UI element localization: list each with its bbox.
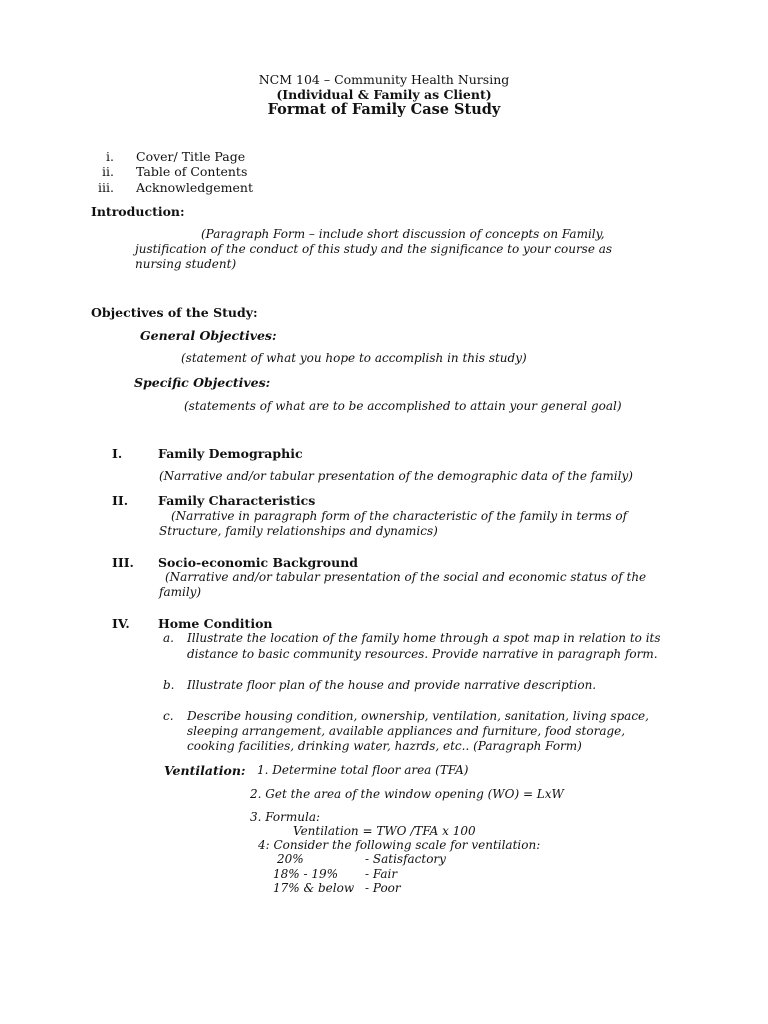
scale-range: 17% & below xyxy=(273,881,355,895)
general-objectives-heading: General Objectives: xyxy=(140,328,277,343)
specific-objectives-heading: Specific Objectives: xyxy=(134,375,271,390)
document-title: Format of Family Case Study xyxy=(267,101,501,118)
front-matter-item: Cover/ Title Page xyxy=(136,149,246,164)
section-text: (Narrative in paragraph form of the characteristic of the family in terms of xyxy=(171,509,628,523)
scale-rating: - Poor xyxy=(365,881,401,895)
item-letter: a. xyxy=(163,631,174,645)
section-number: IV. xyxy=(112,616,130,631)
section-text: Structure, family relationships and dynamics) xyxy=(159,524,438,538)
general-objectives-text: (statement of what you hope to accomplish in this study) xyxy=(181,351,527,365)
item-text: distance to basic community resources. Provide narrative in paragraph form. xyxy=(187,647,658,661)
ventilation-step: 1. Determine total floor area (TFA) xyxy=(257,763,469,777)
section-number: II. xyxy=(112,493,129,508)
introduction-heading: Introduction: xyxy=(91,204,185,219)
ventilation-label: Ventilation: xyxy=(164,763,246,778)
scale-range: 18% - 19% xyxy=(273,867,339,881)
item-text: cooking facilities, drinking water, hazrds, etc.. (Paragraph Form) xyxy=(187,739,582,753)
ventilation-step: 3. Formula: xyxy=(250,810,321,824)
front-matter-num: iii. xyxy=(98,180,114,195)
section-text: family) xyxy=(159,585,202,599)
ventilation-formula: Ventilation = TWO /TFA x 100 xyxy=(293,824,476,838)
section-text: (Narrative and/or tabular presentation of the demographic data of the family) xyxy=(159,469,633,483)
introduction-line: nursing student) xyxy=(135,257,237,271)
scale-rating: - Satisfactory xyxy=(365,852,446,866)
item-text: Illustrate the location of the family home through a spot map in relation to its xyxy=(187,631,661,645)
section-heading: Home Condition xyxy=(158,616,273,631)
course-subtitle: (Individual & Family as Client) xyxy=(276,87,492,102)
section-text: (Narrative and/or tabular presentation of the social and economic status of the xyxy=(165,570,647,584)
front-matter-item: Table of Contents xyxy=(136,164,248,179)
front-matter-num: ii. xyxy=(102,164,114,179)
scale-rating: - Fair xyxy=(365,867,398,881)
item-text: Illustrate floor plan of the house and provide narrative description. xyxy=(187,678,597,692)
ventilation-step: 4: Consider the following scale for ventilation: xyxy=(258,838,541,852)
specific-objectives-text: (statements of what are to be accomplished to attain your general goal) xyxy=(184,399,622,413)
scale-range: 20% xyxy=(277,852,304,866)
section-number: III. xyxy=(112,555,134,570)
item-letter: b. xyxy=(163,678,175,692)
front-matter-item: Acknowledgement xyxy=(136,180,253,195)
ventilation-step: 2. Get the area of the window opening (WO) = LxW xyxy=(250,787,564,801)
introduction-line: justification of the conduct of this study and the significance to your course as xyxy=(135,242,613,256)
introduction-line: (Paragraph Form – include short discussion of concepts on Family, xyxy=(201,227,605,241)
item-letter: c. xyxy=(163,709,174,723)
section-number: I. xyxy=(112,446,123,461)
section-heading: Family Demographic xyxy=(158,446,303,461)
item-text: sleeping arrangement, available appliances and furniture, food storage, xyxy=(187,724,626,738)
item-text: Describe housing condition, ownership, ventilation, sanitation, living space, xyxy=(187,709,649,723)
section-heading: Family Characteristics xyxy=(158,493,316,508)
section-heading: Socio-economic Background xyxy=(158,555,359,570)
front-matter-num: i. xyxy=(106,149,114,164)
course-title: NCM 104 – Community Health Nursing xyxy=(258,72,510,87)
objectives-heading: Objectives of the Study: xyxy=(91,305,258,320)
